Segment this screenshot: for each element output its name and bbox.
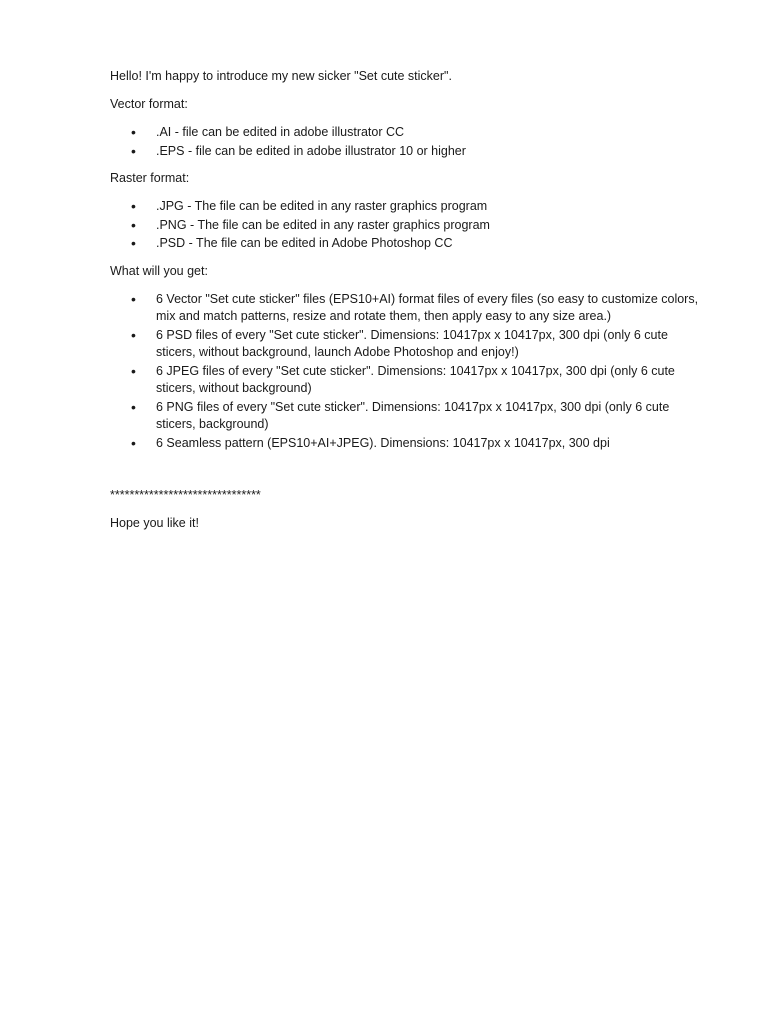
vector-format-list (110, 124, 700, 160)
intro-paragraph: Hello! I'm happy to introduce my new sicker "Set cute sticker". (110, 69, 452, 83)
raster-format-list (110, 198, 700, 253)
list-item: • 6 PNG files of every "Set cute sticker". Dimensions: 10417px x 10417px, 300 dpi (only 6 cute sticers, background) (110, 399, 700, 434)
list-item: • 6 JPEG files of every "Set cute sticker". Dimensions: 10417px x 10417px, 300 dpi (only 6 cute sticers, without background) (110, 363, 700, 398)
list-item: • .PNG - The file can be edited in any raster graphics program (110, 217, 700, 235)
list-item: • .AI - file can be edited in adobe illustrator CC (110, 124, 700, 142)
list-item: • .PSD - The file can be edited in Adobe Photoshop CC (110, 235, 700, 253)
raster-format-heading: Raster format: (110, 171, 190, 185)
list-item: • 6 Vector "Set cute sticker" files (EPS10+AI) format files of every files (so easy to customize colors, mix and match patterns, resize and rotate them, then apply easy to any size area.) (110, 291, 700, 326)
what-you-get-list (110, 291, 700, 453)
document-page (110, 68, 700, 543)
list-item: • 6 Seamless pattern (EPS10+AI+JPEG). Dimensions: 10417px x 10417px, 300 dpi (110, 435, 700, 453)
spacer (110, 462, 700, 487)
list-item: • .JPG - The file can be edited in any raster graphics program (110, 198, 700, 216)
separator-line: ******************************* (110, 488, 261, 502)
vector-format-heading: Vector format: (110, 97, 188, 111)
closing-paragraph: Hope you like it! (110, 516, 199, 530)
list-item: • 6 PSD files of every "Set cute sticker". Dimensions: 10417px x 10417px, 300 dpi (only 6 cute sticers, without background, launch Adobe Photoshop and enjoy!) (110, 327, 700, 362)
what-you-get-heading: What will you get: (110, 263, 208, 278)
list-item: • .EPS - file can be edited in adobe illustrator 10 or higher (110, 143, 700, 161)
